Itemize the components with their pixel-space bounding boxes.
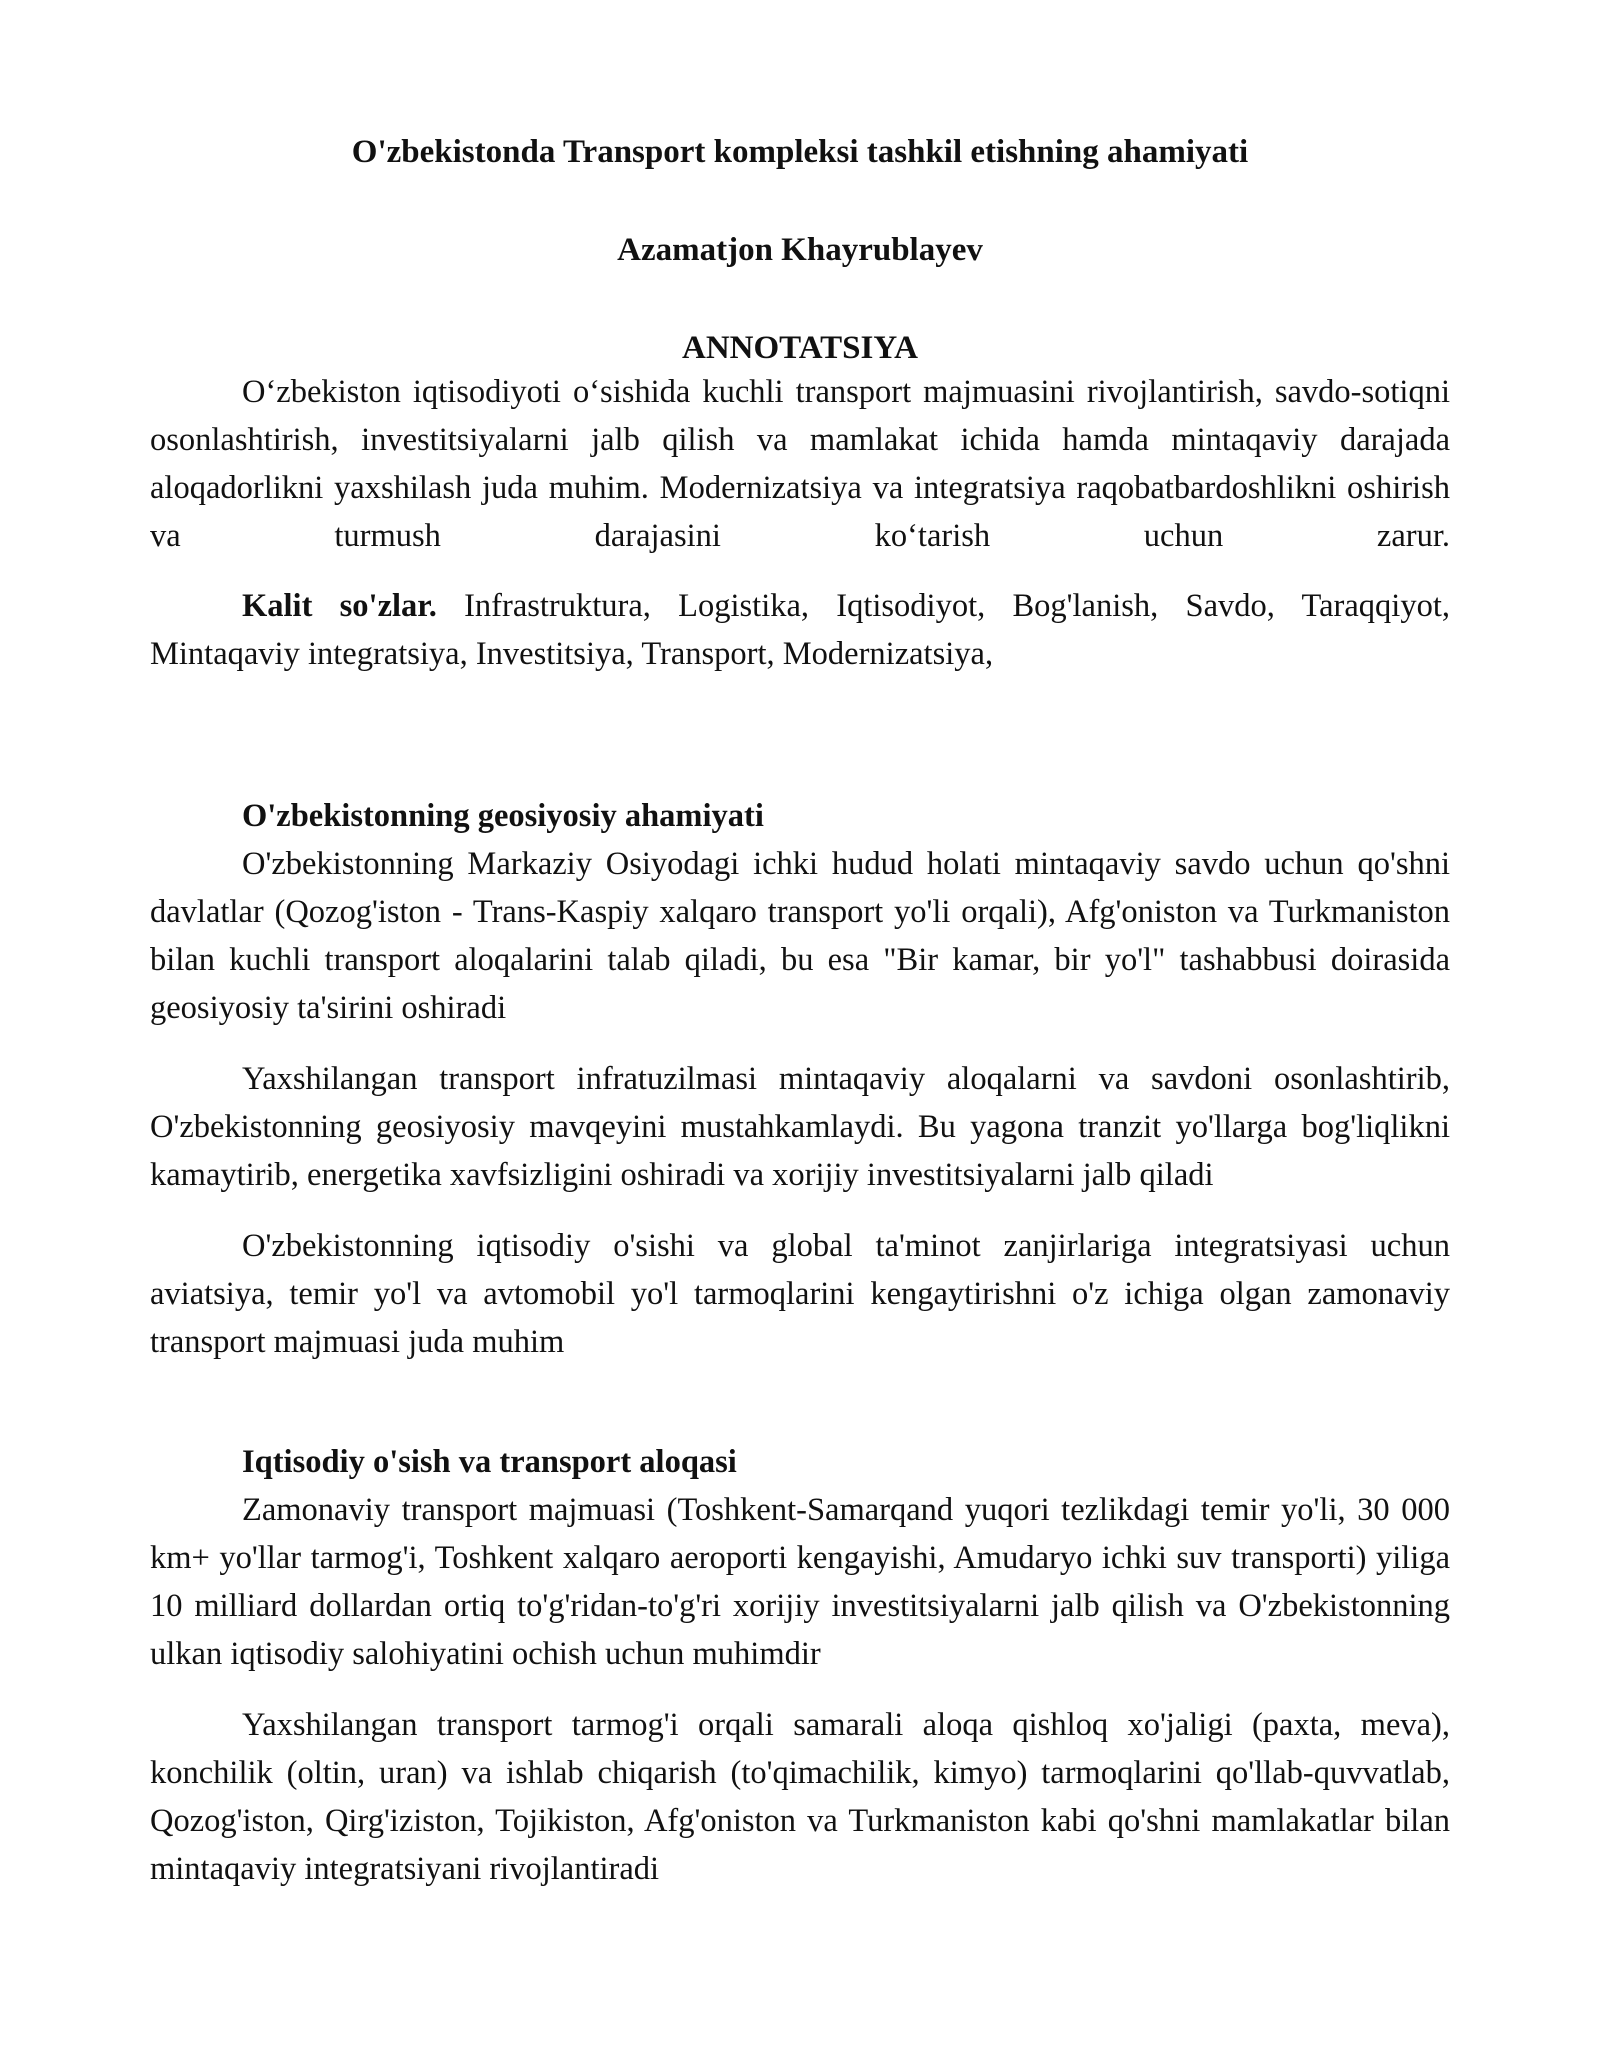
section-heading-geopolitics: O'zbekistonning geosiyosiy ahamiyati	[242, 798, 764, 834]
section1-paragraph-2: Yaxshilangan transport infratuzilmasi mintaqaviy aloqalarni va savdoni osonlashtirib, O'zbekistonning geosiyosiy mavqeyini mustahkamlaydi. Bu yagona tranzit yo'llarga bog'liqlikni kamaytirib, energetika xavfsizligini oshiradi va xorijiy investitsiyalarni jalb qiladi	[150, 1061, 1450, 1193]
section2-paragraph-1: Zamonaviy transport majmuasi (Toshkent-Samarqand yuqori tezlikdagi temir yo'li, 30 000 km+ yo'llar tarmog'i, Toshkent xalqaro aeroporti kengayishi, Amudaryo ichki suv transporti) yiliga 10 milliard dollardan ortiq to'g'ridan-to'g'ri xorijiy investitsiyalarni jalb qilish va O'zbekistonning ulkan iqtisodiy salohiyatini ochish uchun muhimdir	[150, 1492, 1450, 1672]
keywords-paragraph	[150, 582, 1450, 678]
annotation-paragraph: O‘zbekiston iqtisodiyoti o‘sishida kuchli transport majmuasini rivojlantirish, savdo-sotiqni osonlashtirish, investitsiyalarni jalb qilish va mamlakat ichida hamda mintaqaviy darajada aloqadorlikni yaxshilash juda muhim. Modernizatsiya va integratsiya raqobatbardoshlikni oshirish va turmush darajasini ko‘tarish uchun zarur.	[150, 374, 1450, 554]
section2-paragraph-2: Yaxshilangan transport tarmog'i orqali samarali aloqa qishloq xo'jaligi (paxta, meva), konchilik (oltin, uran) va ishlab chiqarish (to'qimachilik, kimyo) tarmoqlarini qo'llab-quvvatlab, Qozog'iston, Qirg'iziston, Tojikiston, Afg'oniston va Turkmaniston kabi qo'shni mamlakatlar bilan mintaqaviy integratsiyani rivojlantiradi	[150, 1707, 1450, 1887]
section1-paragraph-1: O'zbekistonning Markaziy Osiyodagi ichki hudud holati mintaqaviy savdo uchun qo'shni davlatlar (Qozog'iston - Trans-Kaspiy xalqaro transport yo'li orqali), Afg'oniston va Turkmaniston bilan kuchli transport aloqalarini talab qiladi, bu esa "Bir kamar, bir yo'l" tashabbusi doirasida geosiyosiy ta'sirini oshiradi	[150, 846, 1450, 1026]
annotation-heading: ANNOTATSIYA	[682, 330, 918, 366]
section1-paragraph-3: O'zbekistonning iqtisodiy o'sishi va global ta'minot zanjirlariga integratsiyasi uchun aviatsiya, temir yo'l va avtomobil yo'l tarmoqlarini kengaytirishni o'z ichiga olgan zamonaviy transport majmuasi juda muhim	[150, 1228, 1450, 1360]
keywords-list: Infrastruktura, Logistika, Iqtisodiyot, Bog'lanish, Savdo, Taraqqiyot, Mintaqaviy integratsiya, Investitsiya, Transport, Modernizatsiya,	[150, 588, 1450, 672]
author-name: Azamatjon Khayrublayev	[617, 232, 983, 268]
section-heading-economy: Iqtisodiy o'sish va transport aloqasi	[242, 1444, 737, 1480]
keywords-label: Kalit so'zlar.	[242, 588, 437, 624]
document-page	[150, 132, 1450, 1893]
document-title: O'zbekistonda Transport kompleksi tashkil etishning ahamiyati	[351, 134, 1249, 170]
